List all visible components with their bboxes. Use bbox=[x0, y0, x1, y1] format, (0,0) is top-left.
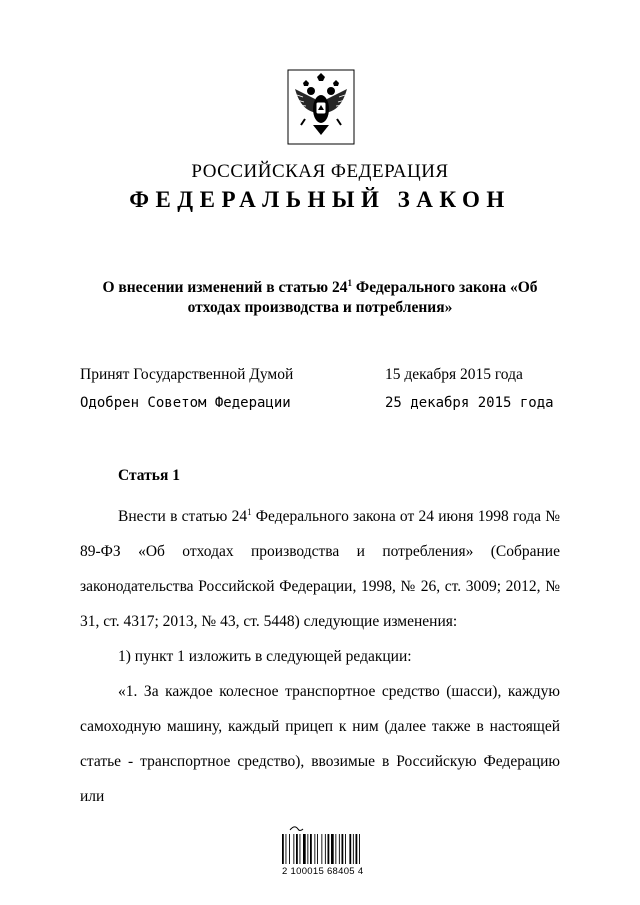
paragraph-2: 1) пункт 1 изложить в следующей редакции: bbox=[118, 648, 412, 665]
federation-council-label: Одобрен Советом Федерации bbox=[80, 395, 291, 411]
article-body bbox=[80, 499, 560, 814]
paragraph-1: Внести в статью $24^1$ Федерального закона от 24 июня 1998 года № 89-ФЗ «Об отходах производства и потребления» (Собрание законодательства Российской Федерации, 1998, № 26, ст. 3009; 2012, № 31, ст. 4317; 2013, № 43, ст. 5448) следующие изменения: bbox=[80, 506, 560, 630]
law-type-heading: ФЕДЕРАЛЬНЫЙ ЗАКОН bbox=[129, 187, 511, 212]
law-title: О внесении изменений в статью $24^1$ Федерального закона «Об отходах производства и потребления» bbox=[102, 278, 538, 317]
article-heading: Статья 1 bbox=[118, 467, 180, 484]
state-name: РОССИЙСКАЯ ФЕДЕРАЦИЯ bbox=[191, 161, 449, 182]
federation-council-date: 25 декабря 2015 года bbox=[385, 395, 554, 411]
barcode-number: 2 100015 68405 4 bbox=[282, 866, 364, 877]
paragraph-3: «1. За каждое колесное транспортное средство (шасси), каждую самоходную машину, каждый прицеп к ним (далее также в настоящей статье - транспортное средство), ввозимые в Российскую Федерацию или bbox=[80, 683, 560, 805]
duma-label: Принят Государственной Думой bbox=[80, 366, 294, 383]
coat-of-arms-icon bbox=[287, 69, 355, 145]
duma-date: 15 декабря 2015 года bbox=[385, 366, 523, 383]
